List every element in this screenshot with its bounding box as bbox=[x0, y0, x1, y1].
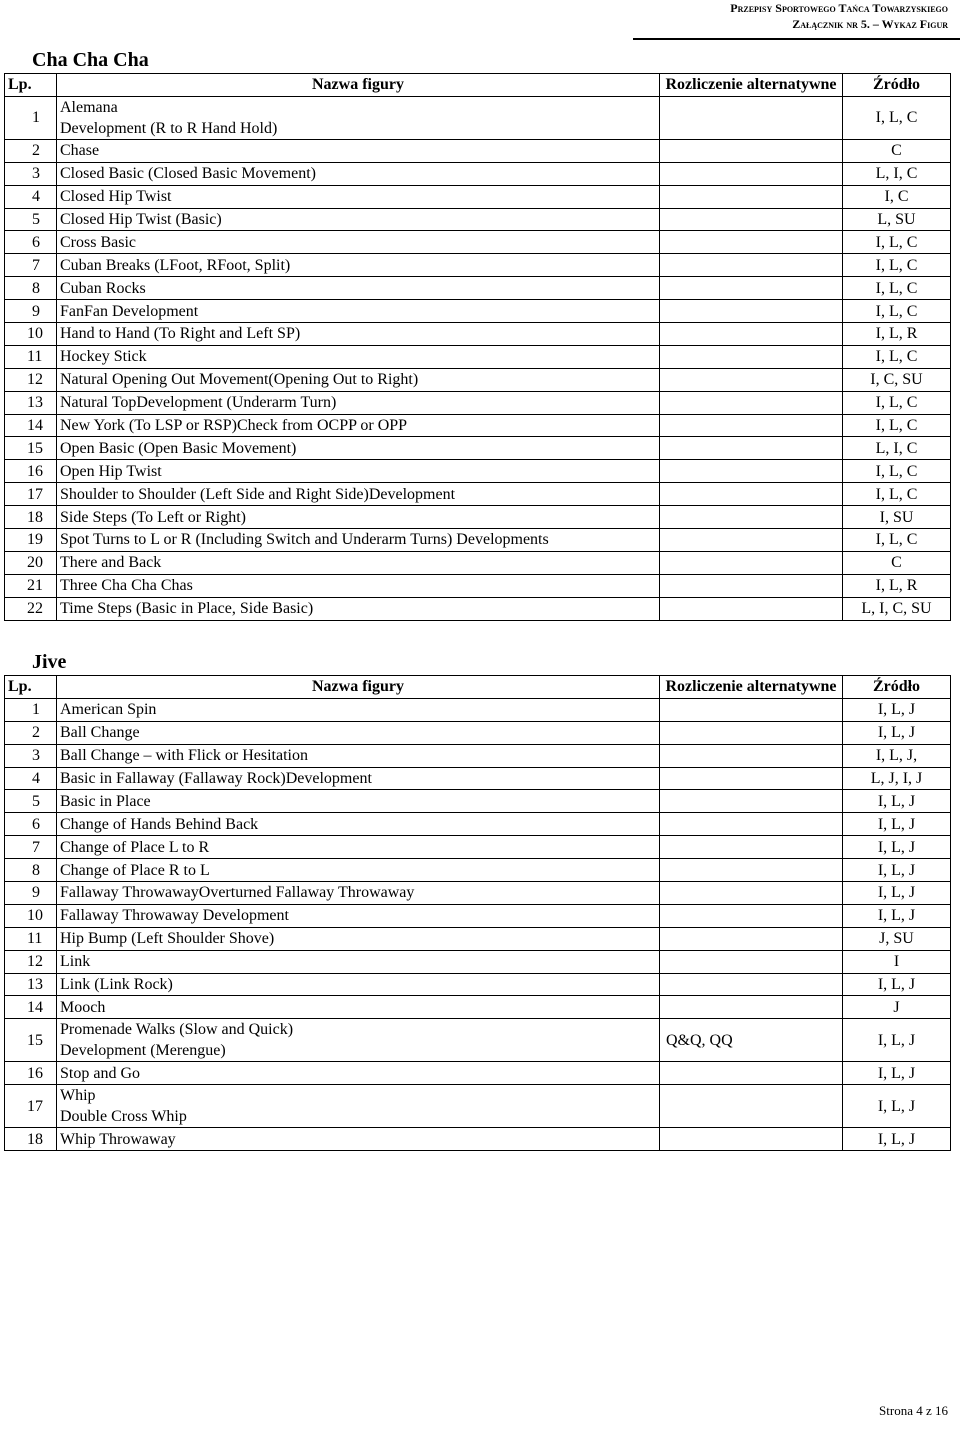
table-row bbox=[5, 414, 951, 437]
cell-figure-name: Cuban Rocks bbox=[57, 277, 660, 300]
cell-figure-name: Shoulder to Shoulder (Left Side and Right Side)Development bbox=[57, 483, 660, 506]
cell-alternative bbox=[660, 231, 843, 254]
cell-figure-name: Ball Change bbox=[57, 721, 660, 744]
cell-source: I, L, C bbox=[843, 345, 951, 368]
cell-lp: 1 bbox=[5, 698, 57, 721]
cell-source: L, I, C bbox=[843, 162, 951, 185]
cell-source: I, L, J bbox=[843, 973, 951, 996]
cell-lp: 22 bbox=[5, 597, 57, 620]
cell-source: I, L, J bbox=[843, 721, 951, 744]
cell-lp: 13 bbox=[5, 391, 57, 414]
table-row bbox=[5, 96, 951, 139]
cell-figure-name: Natural Opening Out Movement(Opening Out to Right) bbox=[57, 368, 660, 391]
section-title-jive: Jive bbox=[32, 651, 67, 673]
header-title: Przepisy Sportowego Tańca Towarzyskiego bbox=[730, 1, 948, 15]
cell-figure-name: Cross Basic bbox=[57, 231, 660, 254]
cell-alternative bbox=[660, 996, 843, 1019]
cell-lp: 10 bbox=[5, 323, 57, 346]
table-row bbox=[5, 345, 951, 368]
cell-alternative bbox=[660, 698, 843, 721]
cell-lp: 8 bbox=[5, 277, 57, 300]
cell-figure-name: Open Hip Twist bbox=[57, 460, 660, 483]
cell-source: I, L, J bbox=[843, 904, 951, 927]
cell-lp: 16 bbox=[5, 460, 57, 483]
figure-name-line: Double Cross Whip bbox=[60, 1108, 187, 1126]
cell-figure-name: Hand to Hand (To Right and Left SP) bbox=[57, 323, 660, 346]
cell-lp: 2 bbox=[5, 721, 57, 744]
table-row bbox=[5, 767, 951, 790]
cell-figure-name: Link bbox=[57, 950, 660, 973]
table-row bbox=[5, 506, 951, 529]
cell-figure-name: Basic in Fallaway (Fallaway Rock)Development bbox=[57, 767, 660, 790]
cell-source: I, L, C bbox=[843, 254, 951, 277]
cell-alternative bbox=[660, 208, 843, 231]
table-row bbox=[5, 139, 951, 162]
table-row bbox=[5, 323, 951, 346]
cell-source: J, SU bbox=[843, 927, 951, 950]
cell-source: L, SU bbox=[843, 208, 951, 231]
cell-alternative bbox=[660, 323, 843, 346]
cell-figure-name bbox=[57, 1085, 660, 1128]
cell-alternative bbox=[660, 185, 843, 208]
cell-source: I, L, J bbox=[843, 1019, 951, 1062]
cell-alternative bbox=[660, 721, 843, 744]
cell-alternative bbox=[660, 345, 843, 368]
cell-alternative bbox=[660, 859, 843, 882]
cell-source: I, L, C bbox=[843, 96, 951, 139]
cell-figure-name: Change of Place L to R bbox=[57, 836, 660, 859]
table-row bbox=[5, 254, 951, 277]
cell-figure-name: Open Basic (Open Basic Movement) bbox=[57, 437, 660, 460]
cell-source: I, L, J bbox=[843, 813, 951, 836]
cell-figure-name: There and Back bbox=[57, 551, 660, 574]
cell-alternative bbox=[660, 950, 843, 973]
cell-lp: 19 bbox=[5, 529, 57, 552]
header-rule bbox=[633, 38, 960, 40]
cell-figure-name: Closed Hip Twist bbox=[57, 185, 660, 208]
cell-figure-name: Natural TopDevelopment (Underarm Turn) bbox=[57, 391, 660, 414]
cell-figure-name: Closed Basic (Closed Basic Movement) bbox=[57, 162, 660, 185]
table-header-row bbox=[5, 676, 951, 699]
header-subtitle: Załącznik nr 5. – Wykaz Figur bbox=[792, 17, 948, 31]
table-row bbox=[5, 973, 951, 996]
cell-figure-name: Change of Place R to L bbox=[57, 859, 660, 882]
cell-lp: 21 bbox=[5, 574, 57, 597]
cell-source: I, L, J, bbox=[843, 744, 951, 767]
cell-figure-name: New York (To LSP or RSP)Check from OCPP or OPP bbox=[57, 414, 660, 437]
cell-alternative bbox=[660, 437, 843, 460]
table-row bbox=[5, 721, 951, 744]
document-header bbox=[618, 0, 948, 32]
table-row bbox=[5, 1019, 951, 1062]
jive-table bbox=[4, 675, 951, 1151]
cell-figure-name: Whip Throwaway bbox=[57, 1128, 660, 1151]
table-row bbox=[5, 1085, 951, 1128]
cell-lp: 20 bbox=[5, 551, 57, 574]
cell-source: I, L, C bbox=[843, 277, 951, 300]
cell-alternative bbox=[660, 139, 843, 162]
cell-source: L, J, I, J bbox=[843, 767, 951, 790]
column-header-name: Nazwa figury bbox=[57, 676, 660, 699]
cell-lp: 18 bbox=[5, 506, 57, 529]
cell-figure-name: American Spin bbox=[57, 698, 660, 721]
cell-figure-name: Hip Bump (Left Shoulder Shove) bbox=[57, 927, 660, 950]
cell-lp: 12 bbox=[5, 950, 57, 973]
table-row bbox=[5, 996, 951, 1019]
cell-figure-name: Mooch bbox=[57, 996, 660, 1019]
table-row bbox=[5, 300, 951, 323]
cell-figure-name: Chase bbox=[57, 139, 660, 162]
cell-alternative bbox=[660, 836, 843, 859]
table-row bbox=[5, 162, 951, 185]
table-row bbox=[5, 277, 951, 300]
cell-figure-name: Closed Hip Twist (Basic) bbox=[57, 208, 660, 231]
cell-lp: 13 bbox=[5, 973, 57, 996]
cell-figure-name bbox=[57, 1019, 660, 1062]
cell-figure-name bbox=[57, 96, 660, 139]
cell-source: C bbox=[843, 139, 951, 162]
cell-alternative bbox=[660, 882, 843, 905]
table-row bbox=[5, 950, 951, 973]
table-row bbox=[5, 437, 951, 460]
cell-lp: 6 bbox=[5, 231, 57, 254]
figure-name-line: Development (R to R Hand Hold) bbox=[60, 119, 278, 137]
cell-alternative bbox=[660, 767, 843, 790]
figure-name-line: Development (Merengue) bbox=[60, 1042, 226, 1060]
table-header-row bbox=[5, 74, 951, 97]
cell-alternative: Q&Q, QQ bbox=[660, 1019, 843, 1062]
cell-figure-name: Basic in Place bbox=[57, 790, 660, 813]
table-row bbox=[5, 859, 951, 882]
table-row bbox=[5, 231, 951, 254]
cell-lp: 4 bbox=[5, 767, 57, 790]
cell-lp: 10 bbox=[5, 904, 57, 927]
cell-source: I, L, J bbox=[843, 859, 951, 882]
cha-cha-cha-table bbox=[4, 73, 951, 621]
table-row bbox=[5, 529, 951, 552]
cell-lp: 15 bbox=[5, 437, 57, 460]
cell-alternative bbox=[660, 597, 843, 620]
figure-name-line: Alemana bbox=[60, 98, 118, 116]
cell-alternative bbox=[660, 813, 843, 836]
cell-lp: 1 bbox=[5, 96, 57, 139]
cell-alternative bbox=[660, 300, 843, 323]
table-row bbox=[5, 391, 951, 414]
cell-figure-name: Stop and Go bbox=[57, 1062, 660, 1085]
cell-figure-name: Side Steps (To Left or Right) bbox=[57, 506, 660, 529]
table-row bbox=[5, 551, 951, 574]
table-row bbox=[5, 744, 951, 767]
table-row bbox=[5, 904, 951, 927]
cell-alternative bbox=[660, 790, 843, 813]
cell-alternative bbox=[660, 162, 843, 185]
cell-alternative bbox=[660, 927, 843, 950]
cell-source: J bbox=[843, 996, 951, 1019]
table-row bbox=[5, 790, 951, 813]
cell-source: I, L, C bbox=[843, 231, 951, 254]
cell-lp: 8 bbox=[5, 859, 57, 882]
cell-source: I, L, C bbox=[843, 391, 951, 414]
cell-lp: 17 bbox=[5, 483, 57, 506]
cell-source: I, L, J bbox=[843, 1128, 951, 1151]
cell-lp: 14 bbox=[5, 414, 57, 437]
cell-alternative bbox=[660, 506, 843, 529]
table-row bbox=[5, 368, 951, 391]
cell-source: I, C bbox=[843, 185, 951, 208]
cell-lp: 17 bbox=[5, 1085, 57, 1128]
table-body bbox=[5, 96, 951, 620]
cell-source: I, L, J bbox=[843, 882, 951, 905]
cell-alternative bbox=[660, 414, 843, 437]
table-row bbox=[5, 597, 951, 620]
cell-alternative bbox=[660, 368, 843, 391]
cell-lp: 12 bbox=[5, 368, 57, 391]
cell-figure-name: Fallaway Throwaway Development bbox=[57, 904, 660, 927]
cell-alternative bbox=[660, 1085, 843, 1128]
cell-lp: 16 bbox=[5, 1062, 57, 1085]
page-number: Strona 4 z 16 bbox=[879, 1403, 948, 1418]
table-row bbox=[5, 836, 951, 859]
cell-figure-name: Link (Link Rock) bbox=[57, 973, 660, 996]
cell-lp: 15 bbox=[5, 1019, 57, 1062]
cell-alternative bbox=[660, 460, 843, 483]
cell-source: I, SU bbox=[843, 506, 951, 529]
table-row bbox=[5, 185, 951, 208]
cell-figure-name: Hockey Stick bbox=[57, 345, 660, 368]
table-body bbox=[5, 698, 951, 1150]
cell-source: I bbox=[843, 950, 951, 973]
cell-figure-name: Cuban Breaks (LFoot, RFoot, Split) bbox=[57, 254, 660, 277]
cell-source: I, L, C bbox=[843, 300, 951, 323]
cell-source: I, L, J bbox=[843, 1085, 951, 1128]
section-title-cha-cha-cha: Cha Cha Cha bbox=[32, 49, 149, 71]
cell-source: I, L, J bbox=[843, 790, 951, 813]
cell-source: I, L, C bbox=[843, 483, 951, 506]
cell-alternative bbox=[660, 1128, 843, 1151]
cell-lp: 5 bbox=[5, 208, 57, 231]
figure-name-line: Whip bbox=[60, 1087, 96, 1105]
cell-source: C bbox=[843, 551, 951, 574]
column-header-source: Źródło bbox=[843, 676, 951, 699]
cell-lp: 11 bbox=[5, 927, 57, 950]
cell-figure-name: Three Cha Cha Chas bbox=[57, 574, 660, 597]
cell-lp: 3 bbox=[5, 744, 57, 767]
cell-source: I, L, R bbox=[843, 323, 951, 346]
cell-alternative bbox=[660, 529, 843, 552]
table-row bbox=[5, 1062, 951, 1085]
cell-source: I, L, J bbox=[843, 836, 951, 859]
cell-lp: 7 bbox=[5, 836, 57, 859]
cell-source: I, L, J bbox=[843, 1062, 951, 1085]
cell-alternative bbox=[660, 391, 843, 414]
table-row bbox=[5, 460, 951, 483]
cell-figure-name: Change of Hands Behind Back bbox=[57, 813, 660, 836]
table-row bbox=[5, 574, 951, 597]
cell-alternative bbox=[660, 483, 843, 506]
cell-lp: 7 bbox=[5, 254, 57, 277]
cell-source: I, L, R bbox=[843, 574, 951, 597]
cell-source: I, L, C bbox=[843, 460, 951, 483]
table-row bbox=[5, 698, 951, 721]
column-header-alt: Rozliczenie alternatywne bbox=[660, 74, 843, 97]
cell-source: I, L, C bbox=[843, 529, 951, 552]
cell-source: I, L, C bbox=[843, 414, 951, 437]
cell-lp: 9 bbox=[5, 882, 57, 905]
column-header-name: Nazwa figury bbox=[57, 74, 660, 97]
cell-lp: 14 bbox=[5, 996, 57, 1019]
cell-figure-name: Fallaway ThrowawayOverturned Fallaway Throwaway bbox=[57, 882, 660, 905]
table-row bbox=[5, 208, 951, 231]
column-header-lp: Lp. bbox=[5, 74, 57, 97]
cell-source: L, I, C, SU bbox=[843, 597, 951, 620]
cell-alternative bbox=[660, 551, 843, 574]
cell-lp: 2 bbox=[5, 139, 57, 162]
table-row bbox=[5, 882, 951, 905]
cell-lp: 9 bbox=[5, 300, 57, 323]
cell-lp: 6 bbox=[5, 813, 57, 836]
column-header-lp: Lp. bbox=[5, 676, 57, 699]
cell-figure-name: Ball Change – with Flick or Hesitation bbox=[57, 744, 660, 767]
column-header-source: Źródło bbox=[843, 74, 951, 97]
cell-alternative bbox=[660, 1062, 843, 1085]
cell-lp: 5 bbox=[5, 790, 57, 813]
cell-alternative bbox=[660, 277, 843, 300]
cell-alternative bbox=[660, 744, 843, 767]
table-row bbox=[5, 483, 951, 506]
cell-alternative bbox=[660, 254, 843, 277]
cell-figure-name: Time Steps (Basic in Place, Side Basic) bbox=[57, 597, 660, 620]
figure-name-line: Promenade Walks (Slow and Quick) bbox=[60, 1021, 294, 1039]
table-row bbox=[5, 1128, 951, 1151]
cell-alternative bbox=[660, 973, 843, 996]
cell-figure-name: Spot Turns to L or R (Including Switch and Underarm Turns) Developments bbox=[57, 529, 660, 552]
cell-source: I, L, J bbox=[843, 698, 951, 721]
cell-alternative bbox=[660, 574, 843, 597]
table-row bbox=[5, 813, 951, 836]
column-header-alt: Rozliczenie alternatywne bbox=[660, 676, 843, 699]
cell-figure-name: FanFan Development bbox=[57, 300, 660, 323]
cell-source: I, C, SU bbox=[843, 368, 951, 391]
cell-lp: 4 bbox=[5, 185, 57, 208]
cell-lp: 3 bbox=[5, 162, 57, 185]
cell-lp: 11 bbox=[5, 345, 57, 368]
cell-lp: 18 bbox=[5, 1128, 57, 1151]
cell-alternative bbox=[660, 904, 843, 927]
table-row bbox=[5, 927, 951, 950]
cell-alternative bbox=[660, 96, 843, 139]
cell-source: L, I, C bbox=[843, 437, 951, 460]
